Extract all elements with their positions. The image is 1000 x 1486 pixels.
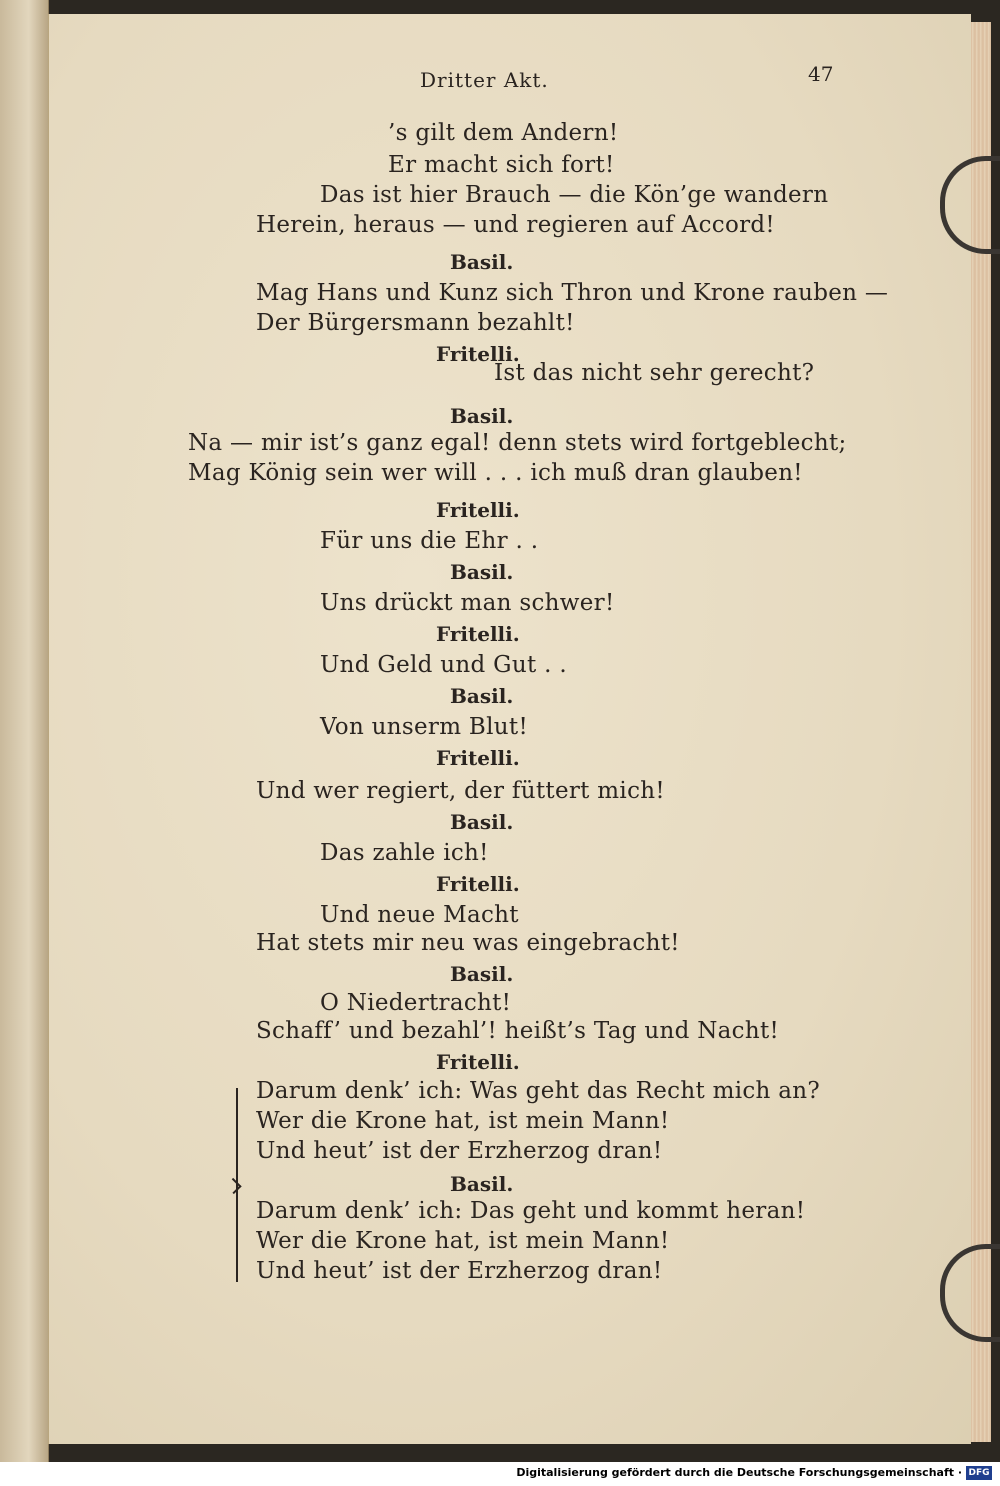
speaker-name: Basil. bbox=[450, 560, 514, 584]
verse-line: Herein, heraus — und regieren auf Accord! bbox=[256, 212, 775, 238]
verse-line: Der Bürgersmann bezahlt! bbox=[256, 310, 575, 336]
speaker-name: Fritelli. bbox=[436, 342, 520, 366]
funding-credit: Digitalisierung gefördert durch die Deutsche Forschungsgemeinschaft · bbox=[516, 1466, 962, 1479]
verse-line: Mag König sein wer will . . . ich muß dran glauben! bbox=[188, 460, 803, 486]
speaker-name: Fritelli. bbox=[436, 746, 520, 770]
speaker-name: Basil. bbox=[450, 250, 514, 274]
verse-line: Darum denk’ ich: Das geht und kommt heran! bbox=[256, 1198, 806, 1224]
verse-line: Wer die Krone hat, ist mein Mann! bbox=[256, 1108, 670, 1134]
running-title: Dritter Akt. bbox=[420, 68, 549, 92]
verse-line: Das zahle ich! bbox=[320, 840, 489, 866]
verse-line: Und neue Macht bbox=[320, 902, 519, 928]
verse-line: Darum denk’ ich: Was geht das Recht mich an? bbox=[256, 1078, 821, 1104]
verse-line: Na — mir ist’s ganz egal! denn stets wird fortgeblecht; bbox=[188, 430, 847, 456]
verse-line: Wer die Krone hat, ist mein Mann! bbox=[256, 1228, 670, 1254]
verse-line: Ist das nicht sehr gerecht? bbox=[494, 360, 815, 386]
verse-line: Und heut’ ist der Erzherzog dran! bbox=[256, 1258, 663, 1284]
verse-line: Und heut’ ist der Erzherzog dran! bbox=[256, 1138, 663, 1164]
verse-line: ’s gilt dem Andern! bbox=[388, 120, 619, 146]
speaker-name: Basil. bbox=[450, 684, 514, 708]
verse-line: Von unserm Blut! bbox=[320, 714, 528, 740]
left-page-edge bbox=[0, 0, 49, 1462]
dfg-logo: DFG bbox=[966, 1466, 992, 1480]
verse-line: Das ist hier Brauch — die Kön’ge wandern bbox=[320, 182, 829, 208]
footer-bar bbox=[0, 1462, 1000, 1486]
speaker-name: Basil. bbox=[450, 404, 514, 428]
verse-line: Hat stets mir neu was eingebracht! bbox=[256, 930, 680, 956]
speaker-name: Basil. bbox=[450, 810, 514, 834]
speaker-name: Fritelli. bbox=[436, 872, 520, 896]
speaker-name: Fritelli. bbox=[436, 498, 520, 522]
speaker-name: Fritelli. bbox=[436, 1050, 520, 1074]
verse-line: Uns drückt man schwer! bbox=[320, 590, 615, 616]
speaker-name: Basil. bbox=[450, 962, 514, 986]
verse-line: Mag Hans und Kunz sich Thron und Krone rauben — bbox=[256, 280, 889, 306]
page-number: 47 bbox=[808, 62, 834, 86]
verse-line: Und wer regiert, der füttert mich! bbox=[256, 778, 665, 804]
verse-line: Er macht sich fort! bbox=[388, 152, 615, 178]
speaker-name: Basil. bbox=[450, 1172, 514, 1196]
verse-line: O Niedertracht! bbox=[320, 990, 512, 1016]
verse-line: Schaff’ und bezahl’! heißt’s Tag und Nacht! bbox=[256, 1018, 780, 1044]
verse-line: Und Geld und Gut . . bbox=[320, 652, 567, 678]
speaker-name: Fritelli. bbox=[436, 622, 520, 646]
verse-line: Für uns die Ehr . . bbox=[320, 528, 539, 554]
